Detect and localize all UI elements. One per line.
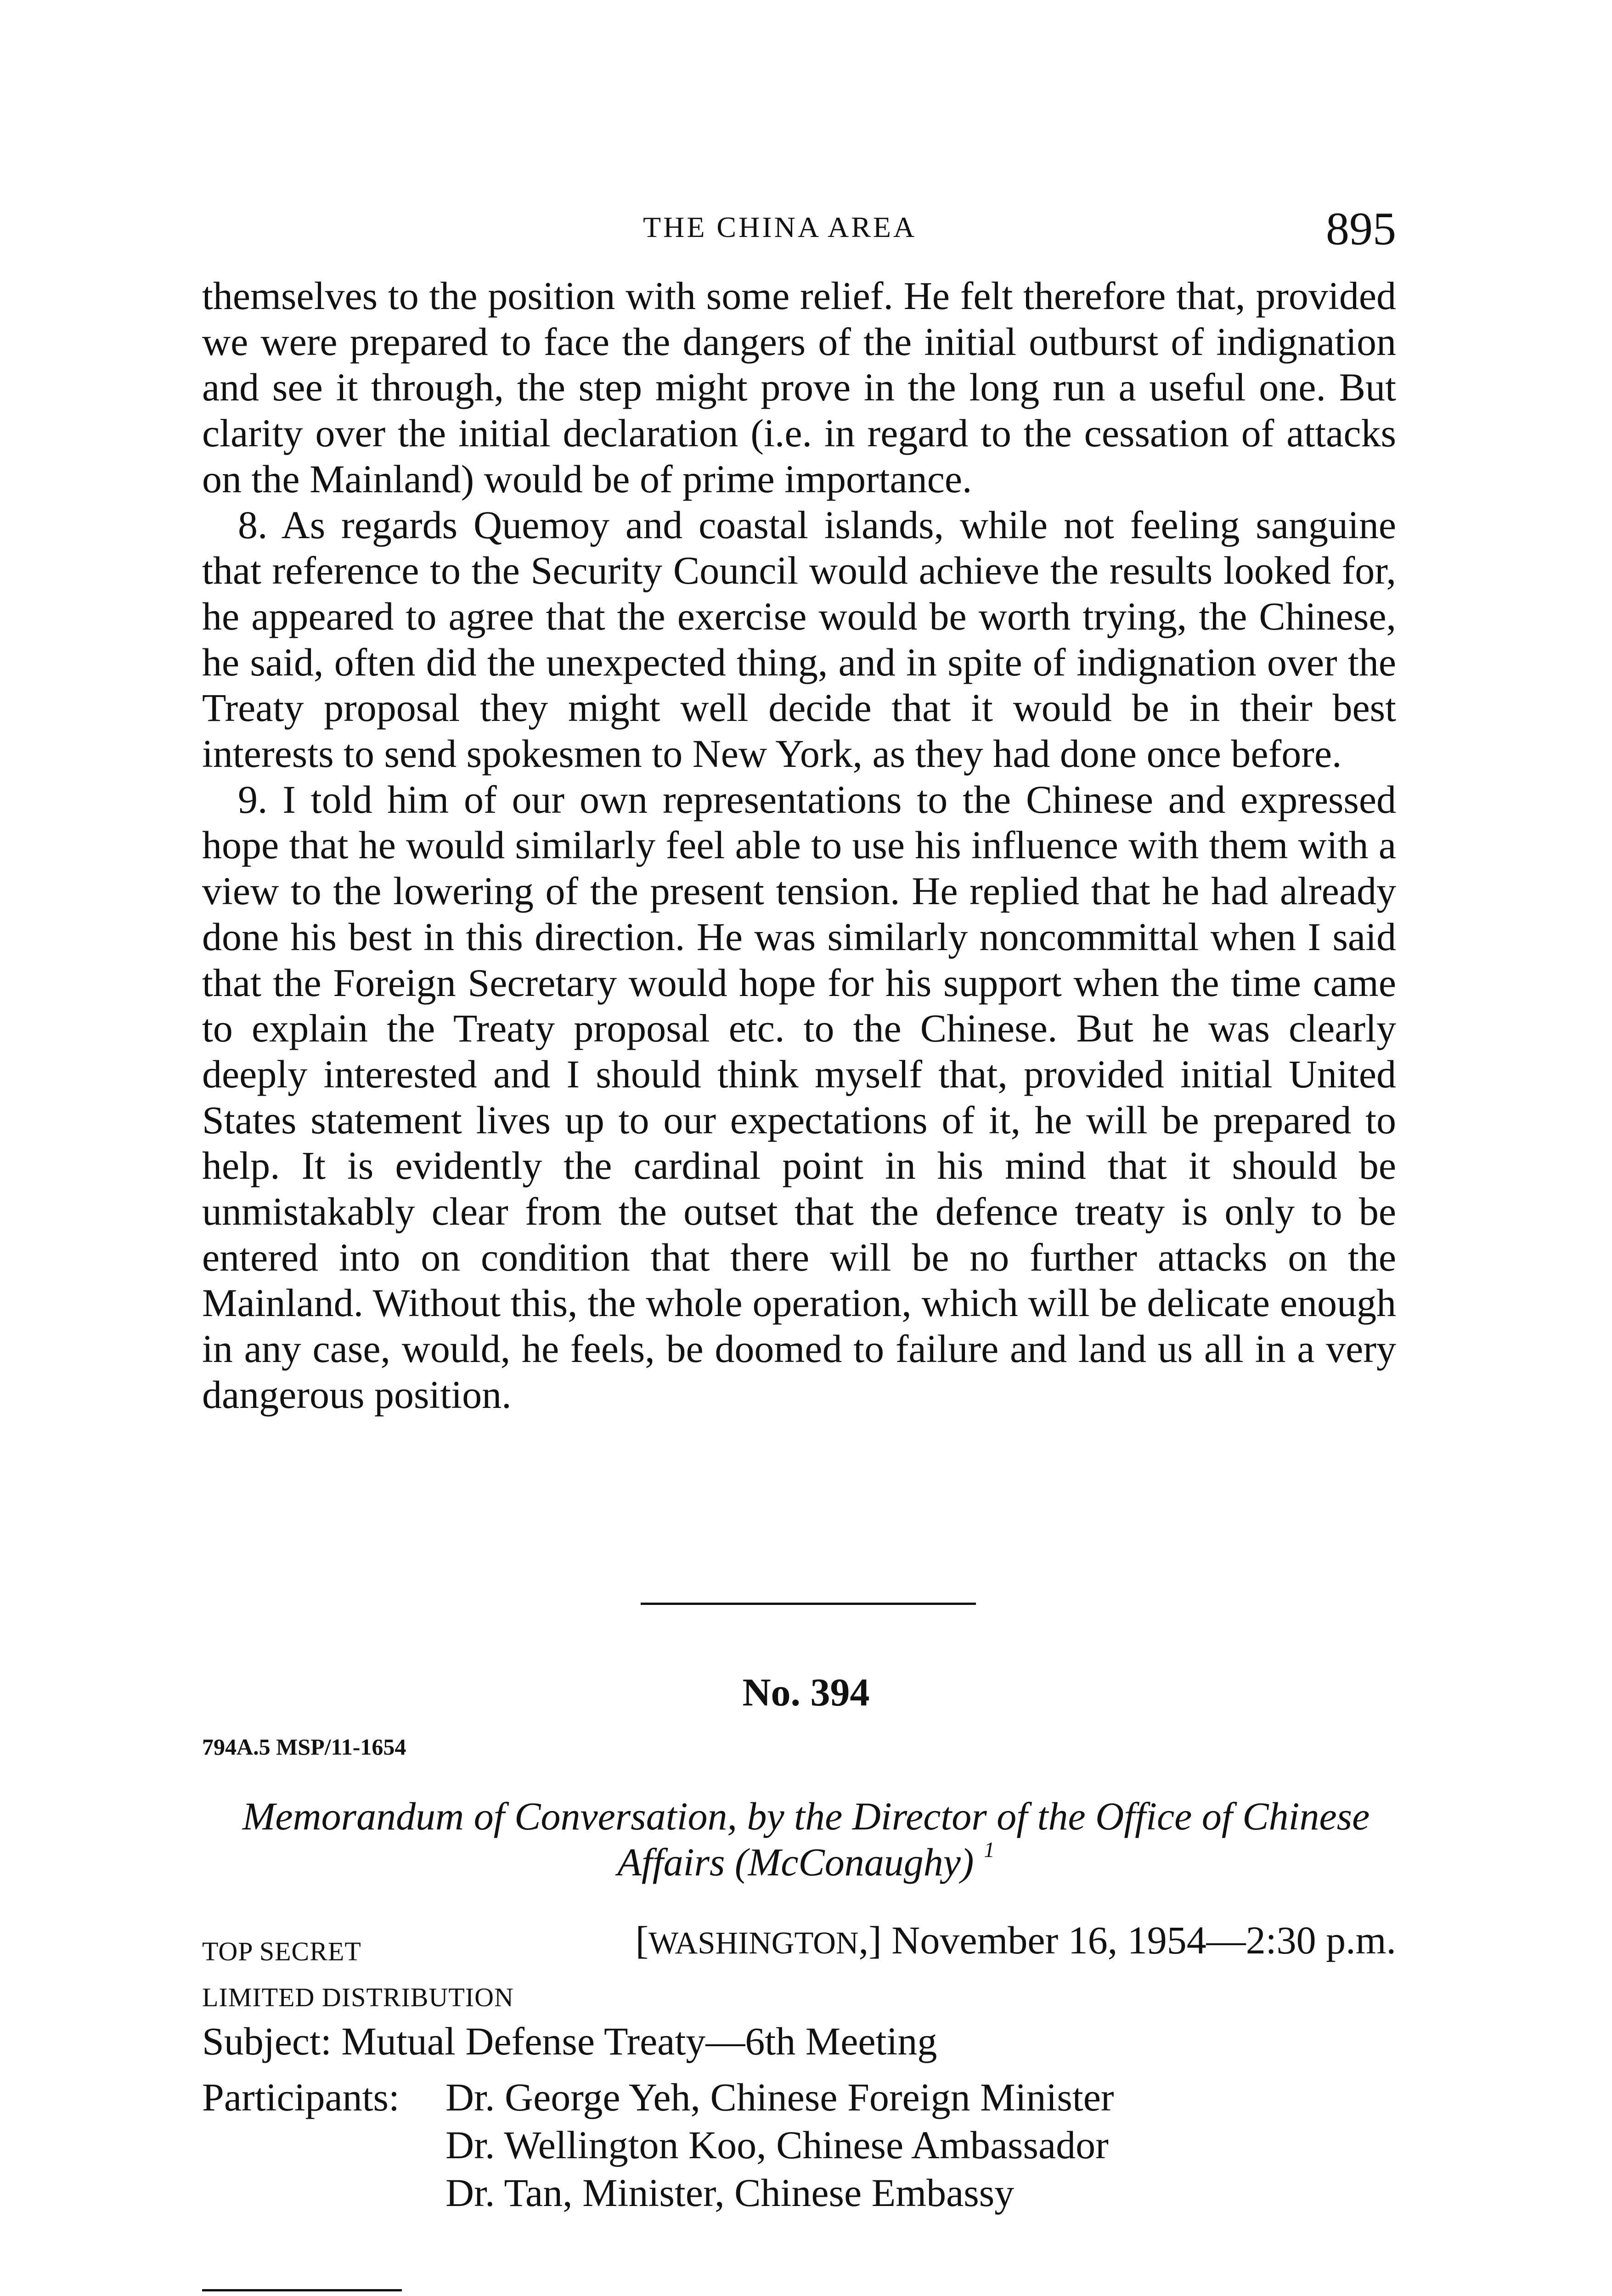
classification xyxy=(202,1929,514,2020)
classification-level: TOP SECRET xyxy=(202,1936,361,1966)
footnote-ref: 1 xyxy=(984,1838,995,1862)
participant: Dr. Tan, Minister, Chinese Embassy xyxy=(445,2171,1015,2215)
file-number: 794A.5 MSP/11-1654 xyxy=(202,1734,406,1760)
page-number: 895 xyxy=(1326,203,1396,255)
memo-title xyxy=(216,1793,1396,1885)
subject-line: Subject: Mutual Defense Treaty—6th Meeting xyxy=(202,2019,937,2063)
participant: Dr. Wellington Koo, Chinese Ambassador xyxy=(445,2123,1109,2167)
body-text xyxy=(202,273,1396,1418)
document-number: No. 394 xyxy=(742,1670,870,1714)
paragraph-8: 8. As regards Quemoy and coastal islands, while not feeling sanguine that reference to the Security Council would achieve the results looked for, he appeared to agree that the exercise would be worth trying, the Chinese, he said, often did the unexpected thing, and in spite of indignation over the Treaty proposal they might well decide that it would be in their best interests to send spokesmen to New York, as they had done once before. xyxy=(202,502,1396,776)
participant: Dr. George Yeh, Chinese Foreign Minister xyxy=(445,2075,1114,2119)
running-title: THE CHINA AREA xyxy=(643,211,917,243)
section-divider xyxy=(641,1603,976,1605)
paragraph-continued: themselves to the position with some relief. He felt therefore that, provided we were prepared to face the dangers of the initial outburst of indignation and see it through, the step might prove in the long run a useful one. But clarity over the initial declaration (i.e. in regard to the cessation of attacks on the Mainland) would be of prime importance. xyxy=(202,274,1396,501)
memo-title-text: Memorandum of Conversation, by the Director of the Office of Chinese Affairs (McConaughy) xyxy=(242,1794,1370,1884)
dateline-date: ,] November 16, 1954—2:30 p.m. xyxy=(858,1918,1396,1962)
dateline-bracket: [ xyxy=(635,1918,649,1962)
participants-list xyxy=(445,2073,1456,2217)
footnote-rule xyxy=(202,2289,402,2291)
dateline xyxy=(602,1917,1396,1963)
dateline-place: WASHINGTON xyxy=(648,1925,859,1960)
running-head xyxy=(0,202,1612,253)
participants-label: Participants: xyxy=(202,2075,400,2119)
distribution-level: LIMITED DISTRIBUTION xyxy=(202,1982,514,2012)
paragraph-9: 9. I told him of our own representations to the Chinese and expressed hope that he would similarly feel able to use his influence with them with a view to the lowering of the present tension. He replied that he had already done his best in this direction. He was similarly noncommittal when I said that the Foreign Secretary would hope for his support when the time came to explain the Treaty proposal etc. to the Chinese. But he was clearly deeply interested and I should think myself that, provided initial United States statement lives up to our expectations of it, he will be prepared to help. It is evidently the cardinal point in his mind that it should be unmistakably clear from the outset that the defence treaty is only to be entered into on condition that there will be no further attacks on the Mainland. Without this, the whole operation, which will be delicate enough in any case, would, he feels, be doomed to failure and land us all in a very dangerous position. xyxy=(202,777,1396,1417)
